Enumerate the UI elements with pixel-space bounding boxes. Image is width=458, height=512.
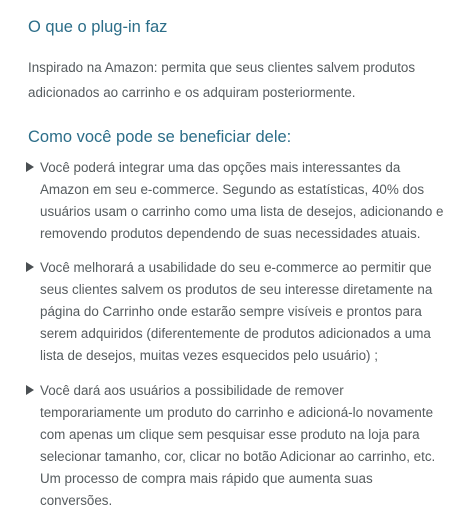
benefit-item-text: Você poderá integrar uma das opções mais interessantes da Amazon em seu e-commerce. Segundo as estatísticas, 40% dos usuários usam o carrinho como uma lista de desejos, adicionando e removendo produtos dependendo de suas necessidades atuais. xyxy=(40,160,444,241)
benefit-item xyxy=(0,157,446,245)
benefit-item xyxy=(0,257,446,367)
plugin-description-text: Inspirado na Amazon: permita que seus clientes salvem produtos adicionados ao carrinho e os adquiram posteriormente. xyxy=(28,60,416,100)
arrow-right-icon xyxy=(26,385,34,395)
benefit-item-text: Você dará aos usuários a possibilidade de remover temporariamente um produto do carrinho e adicioná-lo novamente com apenas um clique sem pesquisar esse produto na loja para selecionar tamanho, cor, clicar no botão Adicionar ao carrinho, etc. Um processo de compra mais rápido que aumenta suas conversões. xyxy=(40,383,436,508)
benefits-list xyxy=(0,157,458,512)
benefit-item-text: Você melhorará a usabilidade do seu e-commerce ao permitir que seus clientes salvem os produtos de seu interesse diretamente na página do Carrinho onde estarão sempre visíveis e prontos para serem adquiridos (diferentemente de produtos adicionados a uma lista de desejos, muitas vezes esquecidos pelo usuário) ; xyxy=(40,260,433,363)
arrow-right-icon xyxy=(26,262,34,272)
benefit-item xyxy=(0,380,446,512)
arrow-right-icon xyxy=(26,162,34,172)
section-title-what-plugin-does: O que o plug-in faz xyxy=(28,18,168,36)
section-title-benefits: Como você pode se beneficiar dele: xyxy=(28,128,292,146)
